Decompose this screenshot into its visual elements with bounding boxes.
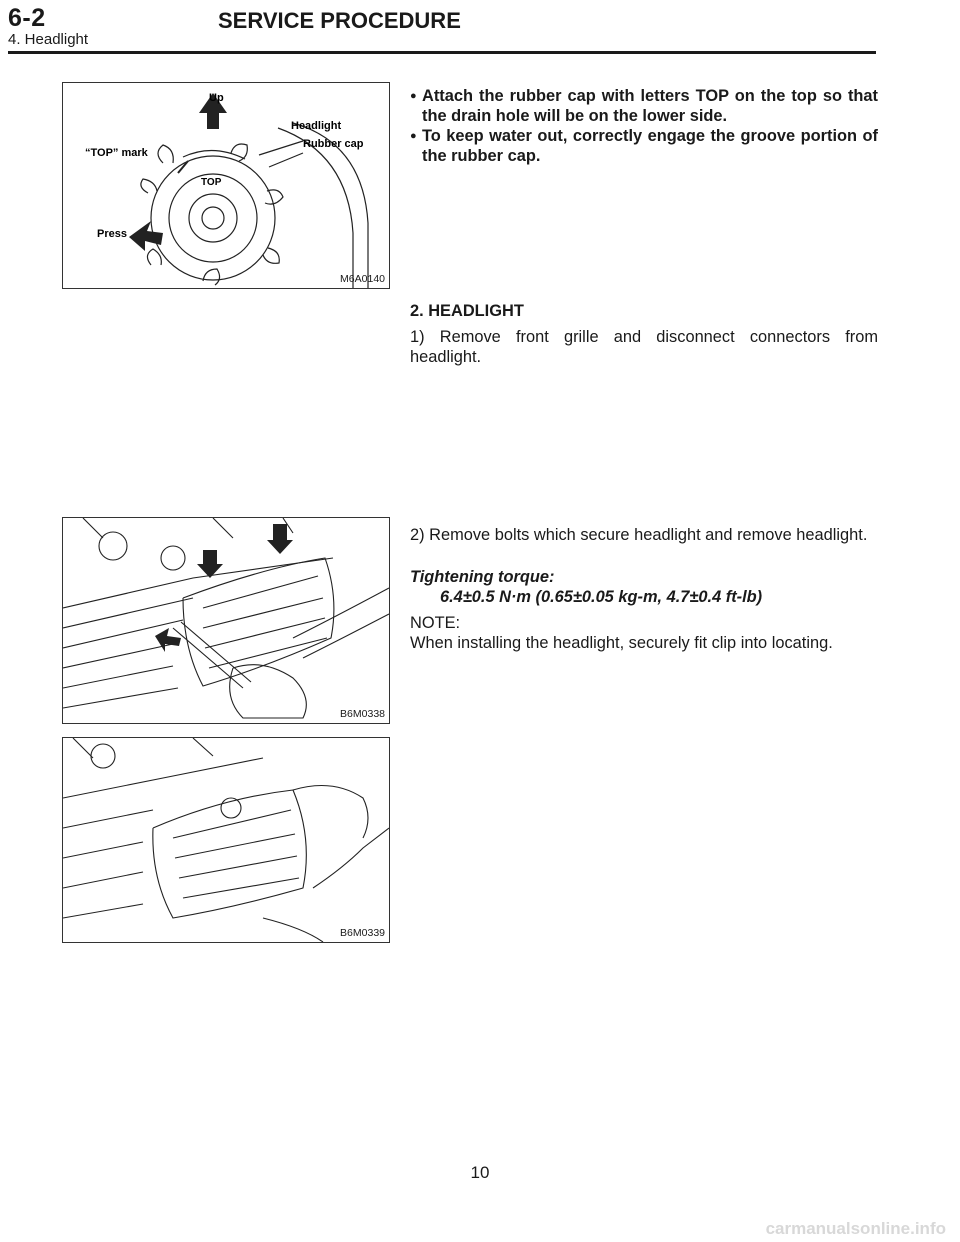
remove-headlight-illustration bbox=[63, 738, 389, 942]
section-heading: 2. HEADLIGHT bbox=[410, 302, 524, 320]
torque-label: Tightening torque: bbox=[410, 568, 555, 586]
remove-bolts-illustration bbox=[63, 518, 389, 723]
bullet-item: ● To keep water out, correctly engage the groove portion of the rubber cap. bbox=[410, 127, 878, 165]
figure-code: B6M0339 bbox=[340, 927, 385, 939]
figure-code: M6A0140 bbox=[340, 273, 385, 285]
note-text: When installing the headlight, securely fit clip into locating. bbox=[410, 634, 833, 652]
label-rubber-cap: Rubber cap bbox=[303, 138, 364, 150]
rubber-cap-instructions bbox=[410, 86, 878, 166]
note-label: NOTE: bbox=[410, 614, 461, 632]
figure-rubber-cap bbox=[62, 82, 390, 289]
label-top-mark: “TOP” mark bbox=[85, 147, 148, 159]
torque-value: 6.4±0.5 N·m (0.65±0.05 kg-m, 4.7±0.4 ft-lb) bbox=[440, 588, 763, 606]
label-up: Up bbox=[209, 92, 224, 104]
bullet-item: ● Attach the rubber cap with letters TOP on the top so that the drain hole will be on the lower side. bbox=[410, 87, 878, 125]
figure-remove-bolts bbox=[62, 517, 390, 724]
watermark: carmanualsonline.info bbox=[765, 1219, 946, 1238]
header-divider bbox=[8, 51, 876, 54]
torque-spec bbox=[410, 567, 878, 607]
rubber-cap-illustration bbox=[63, 83, 389, 288]
bullet-icon: ● bbox=[410, 130, 417, 142]
section-number: 6-2 bbox=[8, 4, 46, 32]
subsection-title: 4. Headlight bbox=[8, 31, 89, 48]
step-1: 1) Remove front grille and disconnect connectors from headlight. bbox=[410, 328, 878, 366]
figure-code: B6M0338 bbox=[340, 708, 385, 720]
page-title: SERVICE PROCEDURE bbox=[218, 8, 461, 33]
label-top: TOP bbox=[201, 177, 222, 188]
label-headlight: Headlight bbox=[291, 120, 342, 132]
note bbox=[410, 613, 878, 653]
label-press: Press bbox=[97, 228, 127, 240]
figure-remove-headlight bbox=[62, 737, 390, 943]
bullet-icon: ● bbox=[410, 90, 417, 102]
page-number: 10 bbox=[470, 1163, 490, 1182]
bolt-arrow-icon bbox=[267, 524, 293, 554]
step-2: 2) Remove bolts which secure headlight and remove headlight. bbox=[410, 526, 868, 544]
